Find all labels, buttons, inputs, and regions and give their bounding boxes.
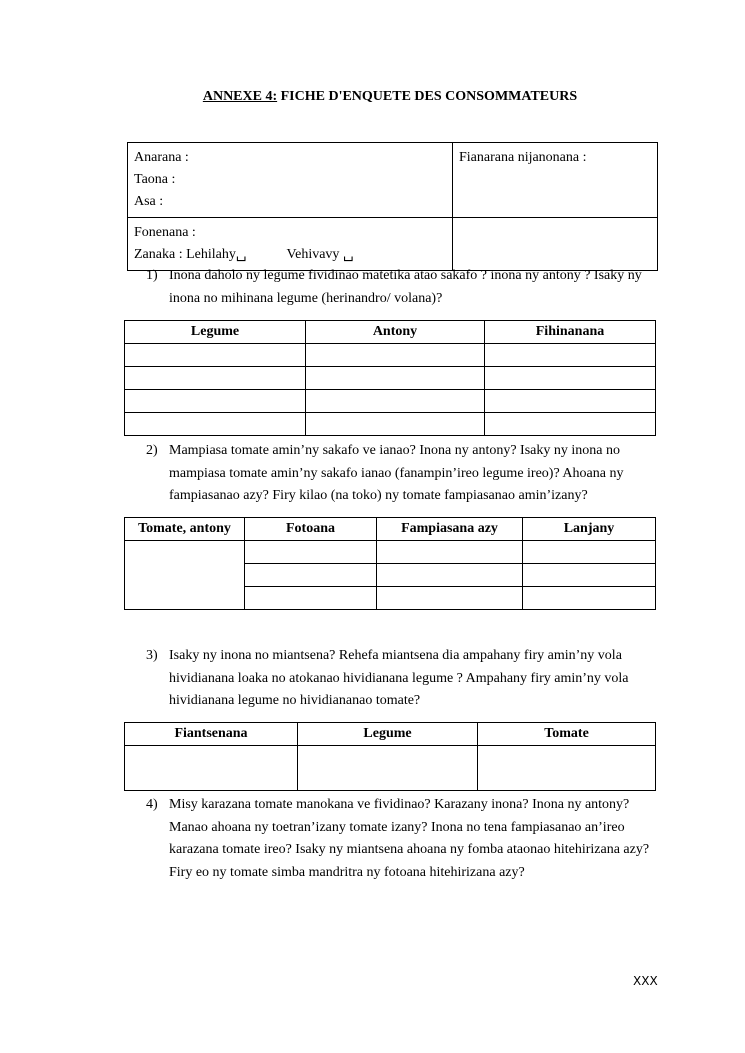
table-header: Fampiasana azy (377, 518, 523, 541)
table-row (125, 541, 656, 564)
question-2 (146, 440, 661, 508)
residence-cell (128, 218, 453, 271)
table-header: Antony (306, 321, 485, 344)
vehivavy-label: Vehivavy (286, 247, 343, 262)
vehivavy-checkbox[interactable]: ␣ (342, 247, 354, 262)
empty-cell (453, 218, 658, 271)
table-row (125, 390, 656, 413)
legume-table (124, 320, 656, 436)
table-row (125, 746, 656, 791)
question-text: Mampiasa tomate amin’ny sakafo ve ianao? Inona ny antony? Isaky ny inona no mampiasa tomate amin’ny sakafo ianao (fanampin’ireo legume ireo)? Ahoana ny fampiasanao azy? Firy kilao (na toko) ny tomate fampiasanao amin’izany? (169, 443, 624, 503)
fiantsenana-table (124, 722, 656, 791)
taona-field[interactable]: Taona : (134, 172, 176, 187)
zanaka-row (134, 244, 446, 266)
anarana-field[interactable]: Anarana : (134, 150, 189, 165)
page-title (0, 89, 745, 105)
annex-label: ANNEXE 4: (202, 89, 278, 104)
question-number: 2) (146, 443, 158, 458)
identification-table (127, 142, 658, 271)
asa-field[interactable]: Asa : (134, 194, 164, 209)
question-text: Misy karazana tomate manokana ve fividinao? Karazany inona? Inona ny antony? Manao ahoana ny toetran’izany tomate izany? Inona no tena fampiasanao an’ireo karazana tomate ireo? Isaky ny miantsena ahoana ny fomba ataonao hitehirizana azy? Firy eo ny tomate simba mandritra ny fotoana hitehirizana azy? (169, 797, 650, 880)
fianarana-field[interactable]: Fianarana nijanonana : (459, 150, 587, 165)
question-number: 4) (146, 797, 158, 812)
fonenana-field[interactable]: Fonenana : (134, 225, 196, 240)
zanaka-lehilahy-label: Zanaka : Lehilahy (134, 247, 236, 262)
question-number: 1) (146, 268, 158, 283)
question-1 (146, 265, 661, 310)
table-header: Legume (125, 321, 306, 344)
personal-info-cell (128, 143, 453, 218)
table-header: Tomate, antony (125, 518, 245, 541)
table-row (125, 413, 656, 436)
table-header: Fiantsenana (125, 723, 298, 746)
table-header: Lanjany (523, 518, 656, 541)
table-header: Fihinanana (485, 321, 656, 344)
question-text: Inona daholo ny legume fividinao matetika atao sakafo ? inona ny antony ? Isaky ny inona no mihinana legume (herinandro/ volana)? (169, 268, 642, 306)
fianarana-cell (453, 143, 658, 218)
table-row (125, 367, 656, 390)
lehilahy-checkbox[interactable]: ␣ (235, 247, 247, 262)
question-4 (146, 794, 661, 884)
question-number: 3) (146, 648, 158, 663)
annex-title: FICHE D'ENQUETE DES CONSOMMATEURS (277, 89, 578, 104)
question-text: Isaky ny inona no miantsena? Rehefa miantsena dia ampahany firy amin’ny vola hividianana loaka no atokanao hividianana legume ? Ampahany firy amin’ny vola hividianana legume no hividiananao tomate? (169, 648, 629, 708)
question-3 (146, 645, 661, 713)
table-header: Fotoana (245, 518, 377, 541)
table-row (125, 344, 656, 367)
tomate-table (124, 517, 656, 610)
table-header: Legume (298, 723, 478, 746)
table-header: Tomate (478, 723, 656, 746)
page-number: XXX (633, 974, 658, 988)
